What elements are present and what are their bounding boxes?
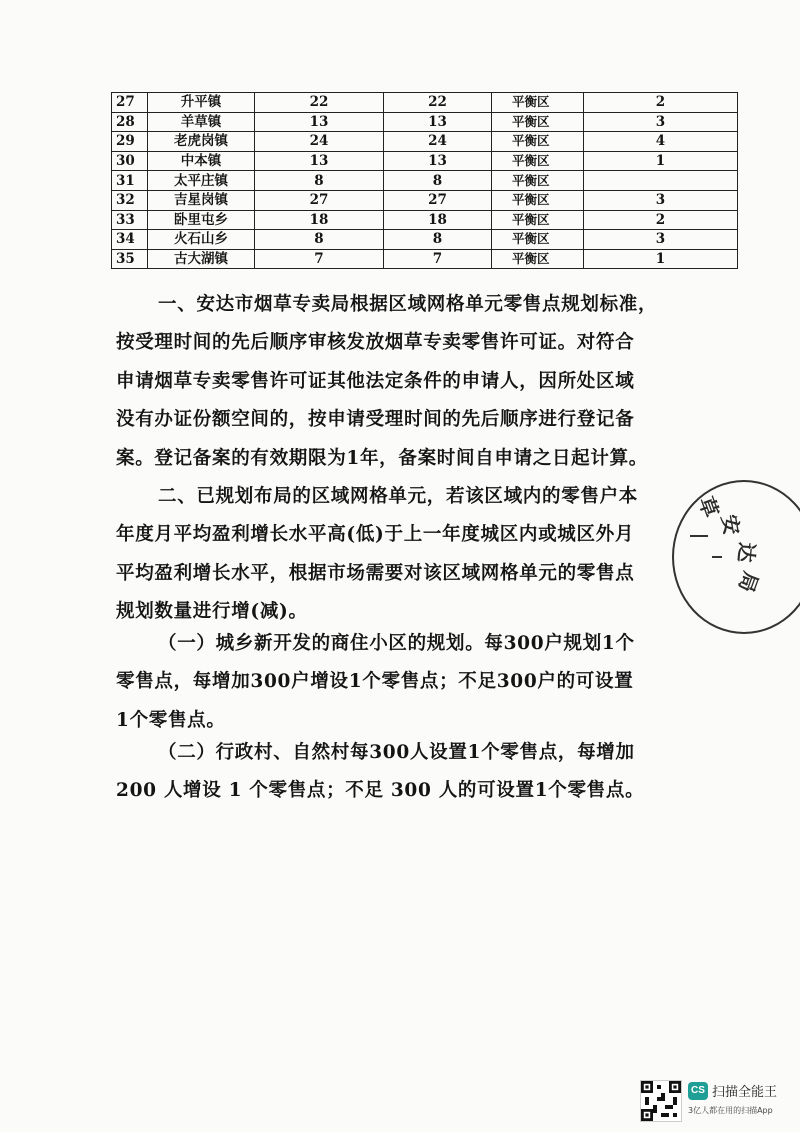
paragraph-2 bbox=[116, 478, 676, 632]
text-line bbox=[116, 772, 676, 810]
table-cell: 22 bbox=[384, 93, 492, 113]
table-cell: 13 bbox=[255, 151, 384, 171]
table-cell: 平衡区 bbox=[492, 249, 584, 269]
table-cell: 太平庄镇 bbox=[148, 171, 255, 191]
qr-code-icon bbox=[640, 1080, 682, 1122]
table-row bbox=[112, 230, 738, 250]
line-text: 没有办证份额空间的，按申请受理时间的先后顺序进行登记备 bbox=[116, 409, 635, 431]
table-cell: 18 bbox=[384, 210, 492, 230]
table-cell: 35 bbox=[112, 249, 148, 269]
table-cell: 18 bbox=[255, 210, 384, 230]
seal-char: 达 bbox=[733, 541, 760, 564]
seal-char: 局 bbox=[733, 568, 764, 596]
table-cell: 平衡区 bbox=[492, 190, 584, 210]
line-text: （一）城乡新开发的商住小区的规划。每300户规划1个 bbox=[158, 633, 635, 654]
table-cell: 平衡区 bbox=[492, 230, 584, 250]
table-row bbox=[112, 249, 738, 269]
line-text: 按受理时间的先后顺序审核发放烟草专卖零售许可证。对符合 bbox=[116, 332, 635, 354]
line-text: 二、已规划布局的区域网格单元，若该区域内的零售户本 bbox=[158, 486, 639, 507]
table-cell: 2 bbox=[584, 210, 738, 230]
table-cell: 1 bbox=[584, 249, 738, 269]
app-name: 扫描全能王 bbox=[712, 1085, 778, 1100]
line-text: 1个零售点。 bbox=[116, 709, 226, 731]
scanner-watermark bbox=[640, 1080, 790, 1124]
table-cell: 4 bbox=[584, 132, 738, 152]
table-cell: 24 bbox=[384, 132, 492, 152]
table-cell bbox=[584, 171, 738, 191]
line-text: 年度月平均盈利增长水平高(低)于上一年度城区内或城区外月 bbox=[116, 524, 635, 546]
table-cell: 27 bbox=[255, 190, 384, 210]
table-row bbox=[112, 171, 738, 191]
table-cell: 平衡区 bbox=[492, 171, 584, 191]
text-line bbox=[116, 286, 676, 324]
table-cell: 1 bbox=[584, 151, 738, 171]
table-cell: 8 bbox=[255, 171, 384, 191]
text-line bbox=[116, 478, 676, 516]
table-cell: 7 bbox=[255, 249, 384, 269]
table-cell: 8 bbox=[384, 171, 492, 191]
table-row bbox=[112, 210, 738, 230]
text-line bbox=[116, 440, 676, 478]
table-cell: 卧里屯乡 bbox=[148, 210, 255, 230]
table-cell: 30 bbox=[112, 151, 148, 171]
line-text: 平均盈利增长水平，根据市场需要对该区域网格单元的零售点 bbox=[116, 562, 635, 584]
table-cell: 平衡区 bbox=[492, 210, 584, 230]
text-line bbox=[116, 734, 676, 772]
line-text: 申请烟草专卖零售许可证其他法定条件的申请人，因所处区域 bbox=[116, 370, 635, 392]
line-text: 零售点，每增加300户增设1个零售点；不足300户的可设置 bbox=[116, 671, 634, 693]
text-line bbox=[116, 324, 676, 362]
seal-stroke bbox=[712, 556, 722, 558]
text-line bbox=[116, 363, 676, 401]
line-text: 一、安达市烟草专卖局根据区域网格单元零售点规划标准， bbox=[158, 294, 658, 315]
line-text: 200 人增设 1 个零售点；不足 300 人的可设置1个零售点。 bbox=[116, 780, 645, 802]
table-cell: 7 bbox=[384, 249, 492, 269]
table-cell: 2 bbox=[584, 93, 738, 113]
table-cell: 13 bbox=[384, 151, 492, 171]
line-text: （二）行政村、自然村每300人设置1个零售点，每增加 bbox=[158, 742, 635, 763]
table-cell: 33 bbox=[112, 210, 148, 230]
table-cell: 34 bbox=[112, 230, 148, 250]
seal-stroke bbox=[690, 535, 708, 537]
table-cell: 中本镇 bbox=[148, 151, 255, 171]
table-row bbox=[112, 132, 738, 152]
table-cell: 22 bbox=[255, 93, 384, 113]
text-line bbox=[116, 663, 676, 701]
table-cell: 27 bbox=[384, 190, 492, 210]
table-cell: 平衡区 bbox=[492, 112, 584, 132]
app-tagline: 3亿人都在用的扫描App bbox=[688, 1106, 773, 1115]
table-cell: 29 bbox=[112, 132, 148, 152]
seal-char: 草 bbox=[693, 493, 724, 521]
table-cell: 老虎岗镇 bbox=[148, 132, 255, 152]
text-line bbox=[116, 555, 676, 593]
table-cell: 吉星岗镇 bbox=[148, 190, 255, 210]
table-cell: 羊草镇 bbox=[148, 112, 255, 132]
table-cell: 平衡区 bbox=[492, 151, 584, 171]
table-row bbox=[112, 93, 738, 113]
table-cell: 24 bbox=[255, 132, 384, 152]
seal-char: 安 bbox=[716, 512, 745, 537]
paragraph-3 bbox=[116, 625, 676, 740]
table-cell: 13 bbox=[255, 112, 384, 132]
table-cell: 13 bbox=[384, 112, 492, 132]
paragraph-1 bbox=[116, 286, 676, 478]
paragraph-4 bbox=[116, 734, 676, 811]
app-logo-icon: CS bbox=[688, 1082, 708, 1100]
table-cell: 8 bbox=[384, 230, 492, 250]
table-cell: 火石山乡 bbox=[148, 230, 255, 250]
table-cell: 3 bbox=[584, 190, 738, 210]
table-cell: 27 bbox=[112, 93, 148, 113]
table-cell: 平衡区 bbox=[492, 93, 584, 113]
table-cell: 3 bbox=[584, 112, 738, 132]
text-line bbox=[116, 516, 676, 554]
retail-point-table bbox=[111, 92, 738, 269]
text-line bbox=[116, 401, 676, 439]
table-cell: 升平镇 bbox=[148, 93, 255, 113]
table-row bbox=[112, 190, 738, 210]
line-text: 规划数量进行增(减)。 bbox=[116, 601, 308, 623]
table-cell: 平衡区 bbox=[492, 132, 584, 152]
text-line bbox=[116, 625, 676, 663]
table-cell: 古大湖镇 bbox=[148, 249, 255, 269]
table-cell: 28 bbox=[112, 112, 148, 132]
table-cell: 32 bbox=[112, 190, 148, 210]
table-row bbox=[112, 112, 738, 132]
table-cell: 31 bbox=[112, 171, 148, 191]
table-cell: 8 bbox=[255, 230, 384, 250]
table-row bbox=[112, 151, 738, 171]
table-cell: 3 bbox=[584, 230, 738, 250]
line-text: 案。登记备案的有效期限为1年，备案时间自申请之日起计算。 bbox=[116, 447, 648, 469]
